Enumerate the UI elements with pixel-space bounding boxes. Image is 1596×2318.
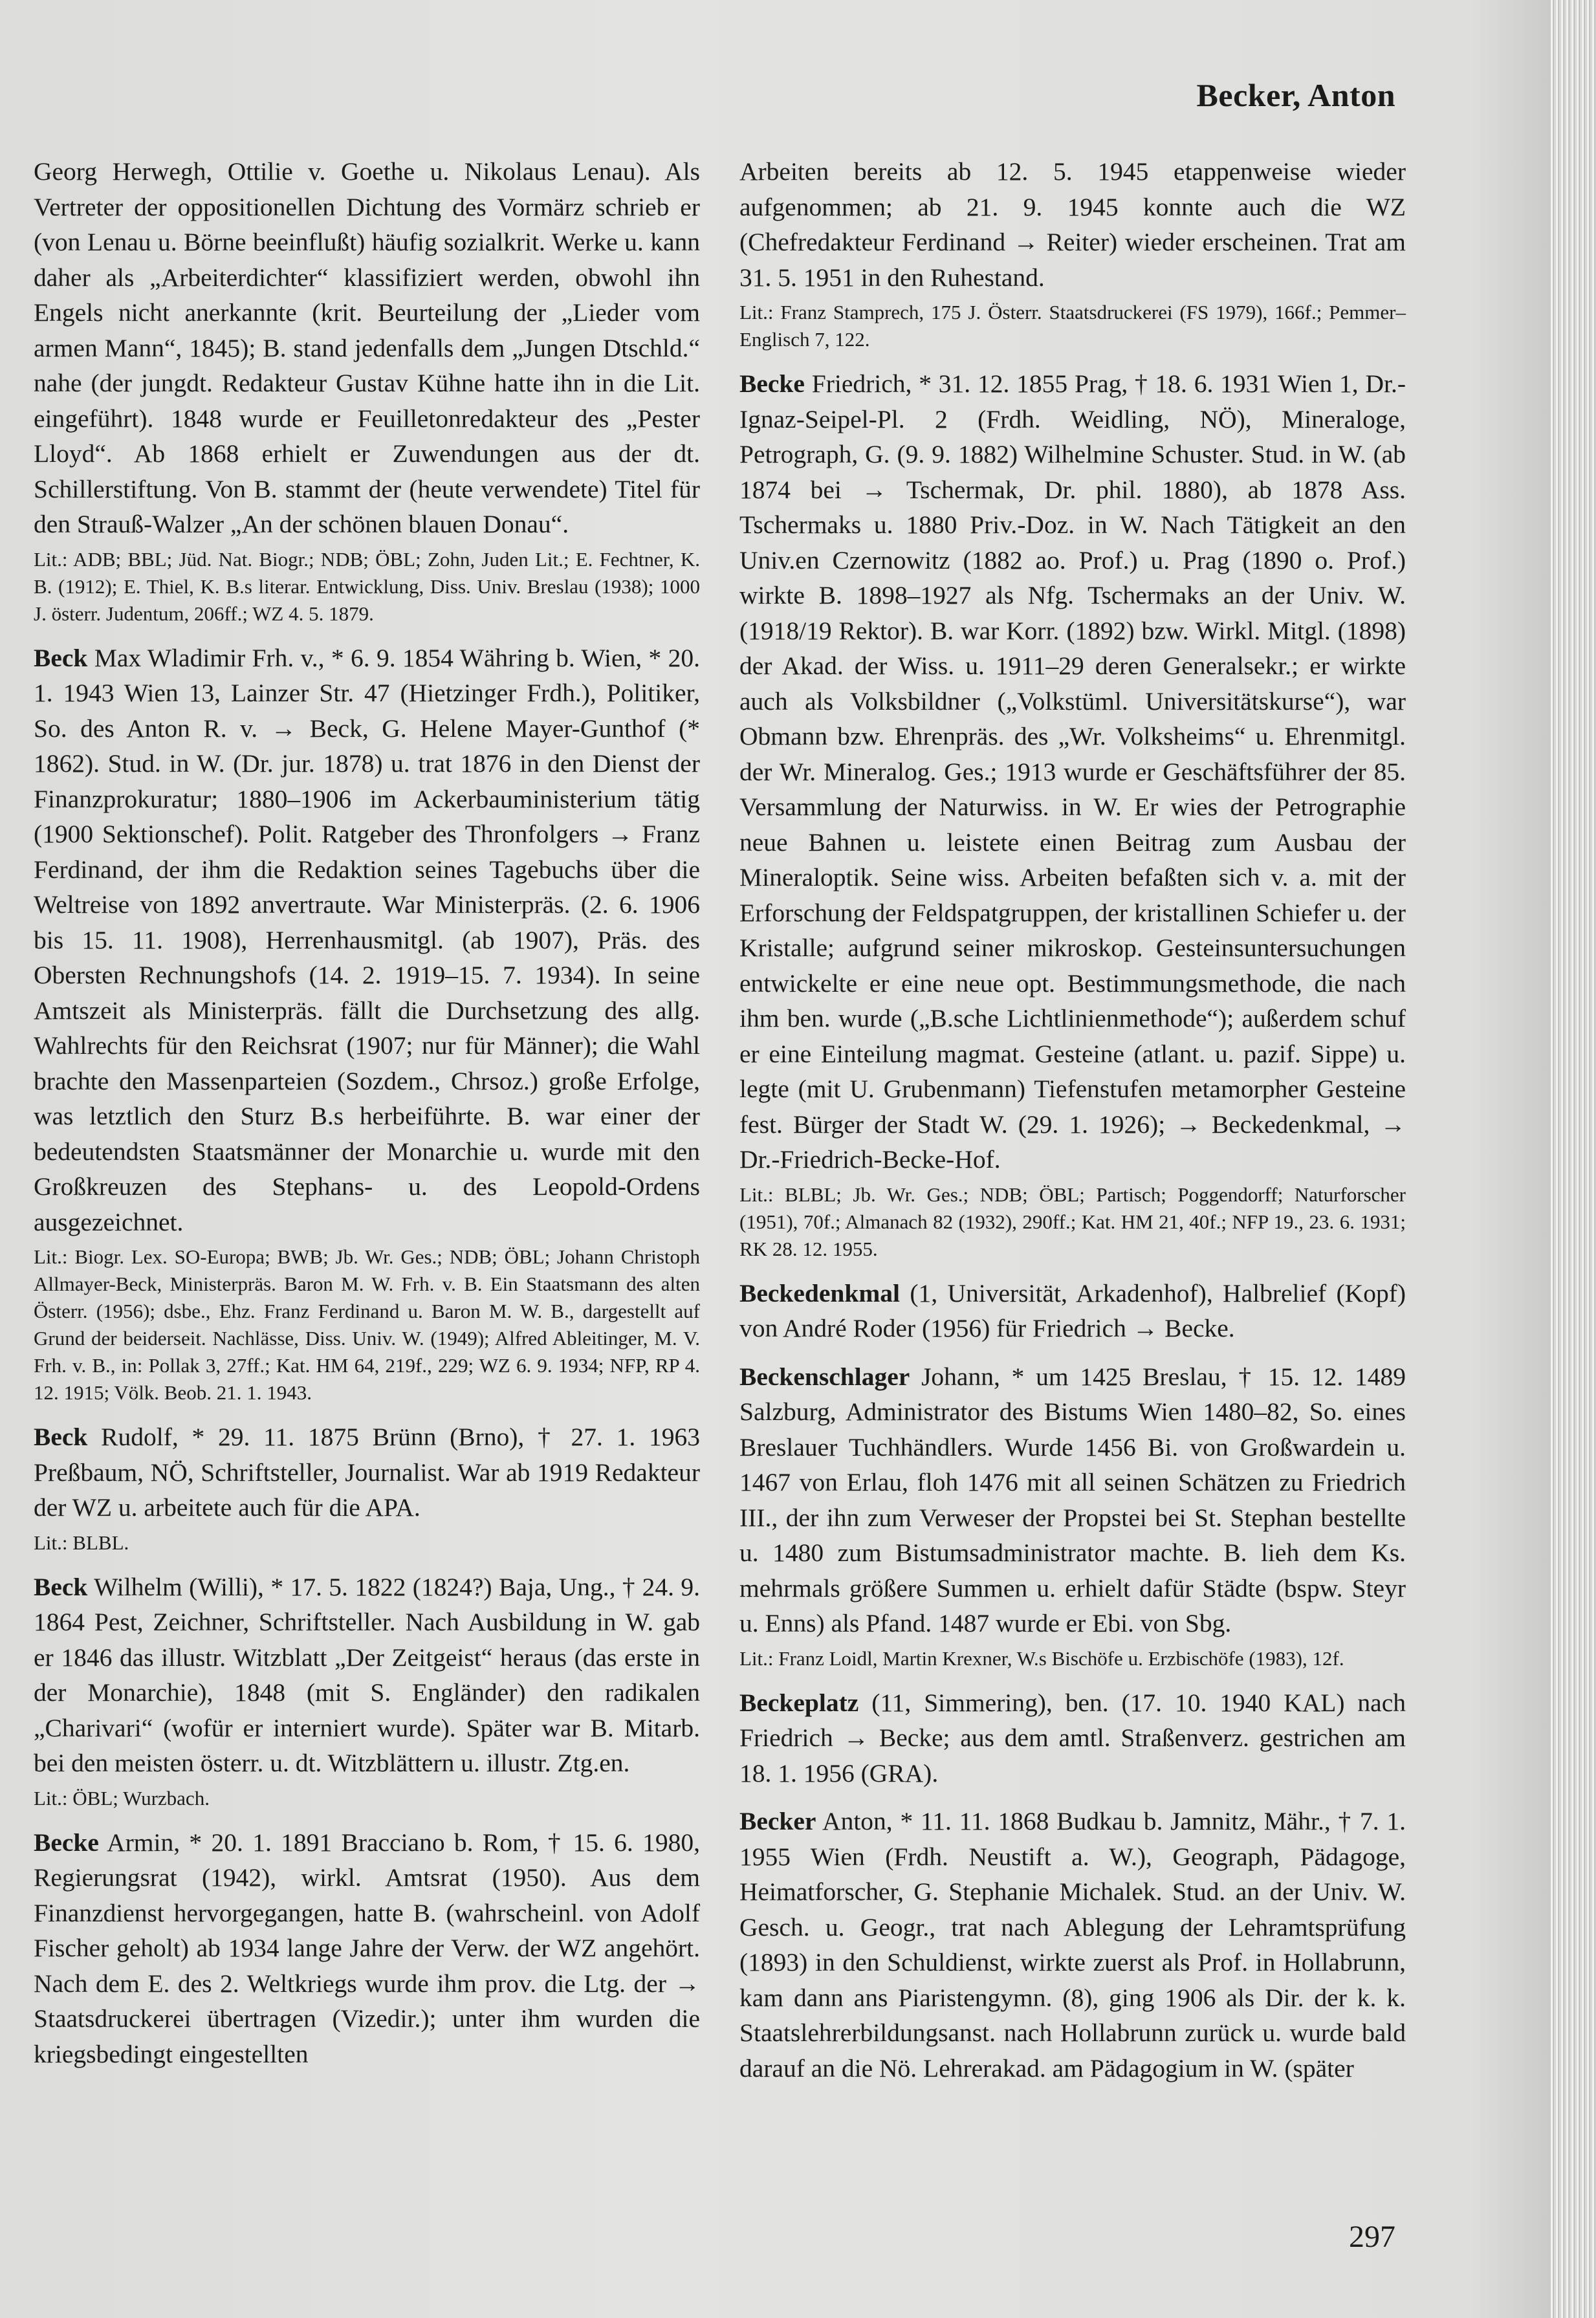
running-head: Becker, Anton	[1196, 77, 1395, 113]
entry-headword: Beckenschlager	[739, 1362, 910, 1391]
entry-headword: Beckedenkmal	[739, 1278, 900, 1307]
left-column	[34, 154, 700, 2072]
page-number: 297	[1349, 2220, 1395, 2254]
entry-headword: Beck	[34, 643, 88, 672]
entry-beck-rudolf	[34, 1419, 700, 1525]
entry-text: Wilhelm (Willi), * 17. 5. 1822 (1824?) Baja, Ung., † 24. 9. 1864 Pest, Zeichner, Schriftsteller. Nach Ausbildung in W. gab er 1846 das illustr. Witzblatt „Der Zeitgeist“ heraus (das erste in der Monarchie), 1848 (mit S. Engländer) den radikalen „Charivari“ (wofür er interniert wurde). Später war B. Mitarb. bei den meisten österr. u. dt. Witzblättern u. illustr. Ztg.en.	[34, 1572, 700, 1777]
entry-text: Max Wladimir Frh. v., * 6. 9. 1854 Währing b. Wien, * 20. 1. 1943 Wien 13, Lainzer Str. 47 (Hietzinger Frdh.), Politiker, So. des Anton R. v. → Beck, G. Helene Mayer-Gunthof (* 1862). Stud. in W. (Dr. jur. 1878) u. trat 1876 in den Dienst der Finanzprokuratur; 1880–1906 im Ackerbauministerium tätig (1900 Sektionschef). Polit. Ratgeber des Thronfolgers → Franz Ferdinand, der ihm die Redaktion seines Tagebuchs über die Weltreise von 1892 anvertraute. War Ministerpräs. (2. 6. 1906 bis 15. 11. 1908), Herrenhausmitgl. (ab 1907), Präs. des Obersten Rechnungshofs (14. 2. 1919–15. 7. 1934). In seine Amtszeit als Ministerpräs. fällt die Durchsetzung des allg. Wahlrechts für den Reichsrat (1907; nur für Männer); die Wahl brachte den Massenparteien (Sozdem., Chrsoz.) große Erfolge, was letztlich den Sturz B.s herbeiführte. B. war einer der bedeutendsten Staatsmänner der Monarchie u. wurde mit den Großkreuzen des Stephans- u. des Leopold-Ordens ausgezeichnet.	[34, 643, 701, 1236]
entry-text: (11, Simmering), ben. (17. 10. 1940 KAL) nach Friedrich → Becke; aus dem amtl. Straßenverz. gestrichen am 18. 1. 1956 (GRA).	[739, 1688, 1406, 1788]
entry-beckeplatz	[739, 1685, 1406, 1791]
entry-text: (1, Universität, Arkadenhof), Halbrelief (Kopf) von André Roder (1956) für Friedrich → Becke.	[739, 1278, 1406, 1342]
entry-beckenschlager	[739, 1359, 1406, 1641]
entry-becker-anton	[739, 1804, 1406, 2086]
continued-entry-lit: Lit.: ADB; BBL; Jüd. Nat. Biogr.; NDB; ÖBL; Zohn, Juden Lit.; E. Fechtner, K. B. (1912); E. Thiel, K. B.s literar. Entwicklung, Diss. Univ. Breslau (1938); 1000 J. österr. Judentum, 206ff.; WZ 4. 5. 1879.	[34, 547, 700, 625]
entry-text: Friedrich, * 31. 12. 1855 Prag, † 18. 6. 1931 Wien 1, Dr.-Ignaz-Seipel-Pl. 2 (Frdh. Weidling, NÖ), Mineraloge, Petrograph, G. (9. 9. 1882) Wilhelmine Schuster. Stud. in W. (ab 1874 bei → Tschermak, Dr. phil. 1880), ab 1878 Ass. Tschermaks u. 1880 Priv.-Doz. in W. Nach Tätigkeit an den Univ.en Czernowitz (1882 ao. Prof.) u. Prag (1890 o. Prof.) wirkte B. 1898–1927 als Nfg. Tschermaks an der Univ. W. (1918/19 Rektor). B. war Korr. (1892) bzw. Wirkl. Mitgl. (1898) der Akad. der Wiss. u. 1911–29 deren Generalsekr.; er wirkte auch als Volksbildner („Volkstüml. Universitätskurse“), war Obmann bzw. Ehrenpräs. des „Wr. Volksheims“ u. Ehrenmitgl. der Wr. Mineralog. Ges.; 1913 wurde er Geschäftsführer der 85. Versammlung der Naturwiss. in W. Er wies der Petrographie neue Bahnen u. leistete einen Beitrag zum Ausbau der Mineraloptik. Seine wiss. Arbeiten befaßten sich v. a. mit der Erforschung der Feldspatgruppen, der kristallinen Schiefer u. der Kristalle; aufgrund seiner mikroskop. Gesteinsuntersuchungen entwickelte er eine neue opt. Bestimmungsmethode, die nach ihm ben. wurde („B.sche Lichtlinienmethode“); außerdem schuf er eine Einteilung magmat. Gesteine (atlant. u. pazif. Sippe) u. legte (mit U. Grubenmann) Tiefenstufen metamorpher Gesteine fest. Bürger der Stadt W. (29. 1. 1926); → Beckedenkmal, → Dr.-Friedrich-Becke-Hof.	[739, 369, 1406, 1174]
entry-headword: Becke	[34, 1828, 99, 1857]
entry-beckedenkmal	[739, 1276, 1406, 1346]
entry-lit: Lit.: ÖBL; Wurzbach.	[34, 1786, 210, 1810]
page-edges	[1551, 0, 1596, 2318]
entry-headword: Beck	[34, 1423, 88, 1451]
continued-entry-text: Georg Herwegh, Ottilie v. Goethe u. Nikolaus Lenau). Als Vertreter der oppositionellen Dichtung des Vormärz schrieb er (von Lenau u. Börne beeinflußt) häufig sozialkrit. Werke u. kann daher als „Arbeiterdichter“ klassifiziert werden, obwohl ihn Engels nicht anerkannte (krit. Beurteilung der „Lieder vom armen Mann“, 1845); B. stand jedenfalls dem „Jungen Dtschld.“ nahe (der jungdt. Redakteur Gustav Kühne hatte ihn in die Lit. eingeführt). 1848 wurde er Feuilletonredakteur des „Pester Lloyd“. Ab 1868 erhielt er Zuwendungen aus der dt. Schillerstiftung. Von B. stammt der (heute verwendete) Titel für den Strauß-Walzer „An der schönen blauen Donau“.	[34, 157, 700, 538]
entry-becke-friedrich	[739, 366, 1406, 1177]
entry-becke-armin	[34, 1825, 700, 2072]
entry-lit: Lit.: Biogr. Lex. SO-Europa; BWB; Jb. Wr. Ges.; NDB; ÖBL; Johann Christoph Allmayer-Beck, Ministerpräs. Baron M. W. Frh. v. B. Ein Staatsmann des alten Österr. (1956); dsbe., Ehz. Franz Ferdinand u. Baron M. W. B., dargestellt auf Grund der beiderseit. Nachlässe, Diss. Univ. W. (1949); Alfred Ableitinger, M. V. Frh. v. B., in: Pollak 3, 27ff.; Kat. HM 64, 219f., 229; WZ 6. 9. 1934; NFP, RP 4. 12. 1915; Völk. Beob. 21. 1. 1943.	[34, 1245, 700, 1404]
entry-beck-max	[34, 640, 700, 1240]
entry-lit: Lit.: Franz Loidl, Martin Krexner, W.s Bischöfe u. Erzbischöfe (1983), 12f.	[739, 1646, 1344, 1670]
entry-beck-wilhelm	[34, 1569, 700, 1781]
entry-lit: Lit.: BLBL; Jb. Wr. Ges.; NDB; ÖBL; Partisch; Poggendorff; Naturforscher (1951), 70f.; Almanach 82 (1932), 290ff.; Kat. HM 21, 40f.; NFP 19., 23. 6. 1931; RK 28. 12. 1955.	[739, 1183, 1406, 1260]
continued-entry-lit: Lit.: Franz Stamprech, 175 J. Österr. Staatsdruckerei (FS 1979), 166f.; Pemmer–Englisch 7, 122.	[739, 301, 1406, 351]
entry-headword: Beck	[34, 1572, 88, 1601]
entry-headword: Beckeplatz	[739, 1688, 859, 1717]
entry-lit: Lit.: BLBL.	[34, 1531, 129, 1554]
entry-text: Anton, * 11. 11. 1868 Budkau b. Jamnitz, Mähr., † 7. 1. 1955 Wien (Frdh. Neustift a. W.), Geograph, Pädagoge, Heimatforscher, G. Stephanie Michalek. Stud. an der Univ. W. Gesch. u. Geogr., trat nach Ablegung der Lehramtsprüfung (1893) in den Schuldienst, wirkte zuerst als Prof. in Hollabrunn, kam dann ans Piaristengymn. (8), ging 1906 als Dir. der k. k. Staatslehrerbildungsanst. nach Hollabrunn zurück u. wurde bald darauf an die Nö. Lehrerakad. am Pädagogium in W. (später	[739, 1807, 1406, 2083]
entry-headword: Becker	[739, 1807, 816, 1835]
entry-text: Rudolf, * 29. 11. 1875 Brünn (Brno), † 27. 1. 1963 Preßbaum, NÖ, Schriftsteller, Journalist. War ab 1919 Redakteur der WZ u. arbeitete auch für die APA.	[34, 1423, 700, 1522]
entry-headword: Becke	[739, 369, 805, 398]
entry-text: Johann, * um 1425 Breslau, † 15. 12. 1489 Salzburg, Administrator des Bistums Wien 1480–82, So. eines Breslauer Tuchhändlers. Wurde 1456 Bi. von Großwardein u. 1467 von Erlau, floh 1476 mit all seinen Schätzen zu Friedrich III., der ihn zum Verweser der Propstei bei St. Stephan bestellte u. 1480 zum Bistumsadministrator machte. B. lieh dem Ks. mehrmals größere Summen u. erhielt dafür Städte (bspw. Steyr u. Enns) als Pfand. 1487 wurde er Ebi. von Sbg.	[739, 1362, 1406, 1637]
continued-entry-text: Arbeiten bereits ab 12. 5. 1945 etappenweise wieder aufgenommen; ab 21. 9. 1945 konnte auch die WZ (Chefredakteur Ferdinand → Reiter) wieder erscheinen. Trat am 31. 5. 1951 in den Ruhestand.	[739, 157, 1406, 292]
entry-text: Armin, * 20. 1. 1891 Bracciano b. Rom, † 15. 6. 1980, Regierungsrat (1942), wirkl. Amtsrat (1950). Aus dem Finanzdienst hervorgegangen, hatte B. (wahrscheinl. von Adolf Fischer geholt) ab 1934 lange Jahre der Verw. der WZ angehört. Nach dem E. des 2. Weltkriegs wurde ihm prov. die Ltg. der → Staatsdruckerei übertragen (Vizedir.); unter ihm wurden die kriegsbedingt eingestellten	[34, 1828, 700, 2068]
right-column	[739, 154, 1406, 2086]
